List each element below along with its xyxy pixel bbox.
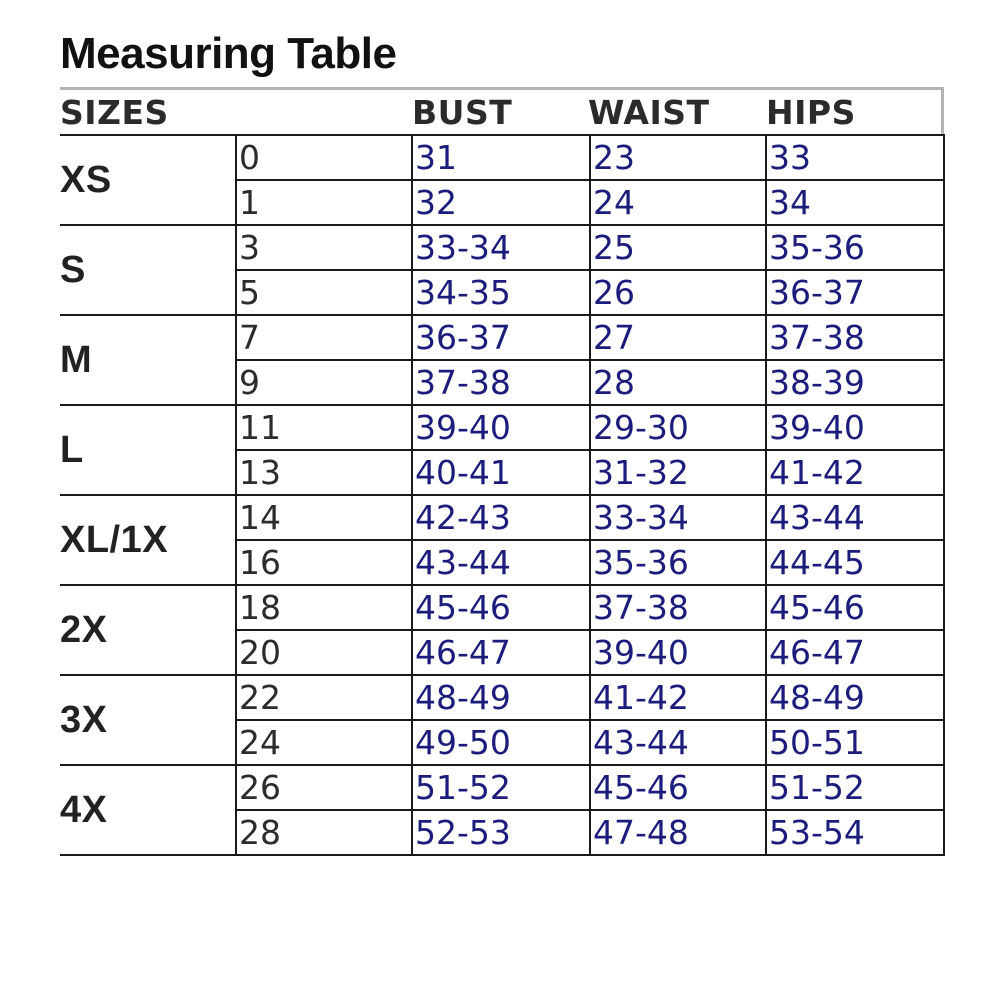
table-row bbox=[60, 585, 944, 630]
waist-cell: 24 bbox=[590, 180, 766, 225]
waist-cell: 25 bbox=[590, 225, 766, 270]
header-waist: WAIST bbox=[588, 93, 710, 132]
hips-cell: 36-37 bbox=[766, 270, 944, 315]
measuring-table bbox=[60, 87, 944, 856]
bust-cell: 40-41 bbox=[412, 450, 590, 495]
table-row bbox=[60, 135, 944, 180]
waist-cell: 27 bbox=[590, 315, 766, 360]
waist-cell: 35-36 bbox=[590, 540, 766, 585]
waist-cell: 26 bbox=[590, 270, 766, 315]
hips-cell: 39-40 bbox=[766, 405, 944, 450]
bust-cell: 39-40 bbox=[412, 405, 590, 450]
table-row bbox=[60, 225, 944, 270]
hips-cell: 38-39 bbox=[766, 360, 944, 405]
size-number-cell: 24 bbox=[236, 720, 412, 765]
header-sizes: SIZES bbox=[60, 93, 169, 132]
size-number-cell: 18 bbox=[236, 585, 412, 630]
size-number-cell: 20 bbox=[236, 630, 412, 675]
size-number-cell: 22 bbox=[236, 675, 412, 720]
size-number-cell: 13 bbox=[236, 450, 412, 495]
size-number-cell: 9 bbox=[236, 360, 412, 405]
size-number-cell: 1 bbox=[236, 180, 412, 225]
size-number-cell: 28 bbox=[236, 810, 412, 855]
waist-cell: 45-46 bbox=[590, 765, 766, 810]
table-header-row bbox=[60, 87, 944, 134]
table-row bbox=[60, 495, 944, 540]
size-group-label: XS bbox=[60, 135, 236, 225]
bust-cell: 33-34 bbox=[412, 225, 590, 270]
hips-cell: 53-54 bbox=[766, 810, 944, 855]
size-number-cell: 16 bbox=[236, 540, 412, 585]
table-row bbox=[60, 675, 944, 720]
hips-cell: 34 bbox=[766, 180, 944, 225]
hips-cell: 45-46 bbox=[766, 585, 944, 630]
waist-cell: 39-40 bbox=[590, 630, 766, 675]
size-number-cell: 26 bbox=[236, 765, 412, 810]
hips-cell: 41-42 bbox=[766, 450, 944, 495]
bust-cell: 51-52 bbox=[412, 765, 590, 810]
hips-cell: 37-38 bbox=[766, 315, 944, 360]
waist-cell: 47-48 bbox=[590, 810, 766, 855]
bust-cell: 46-47 bbox=[412, 630, 590, 675]
hips-cell: 33 bbox=[766, 135, 944, 180]
bust-cell: 37-38 bbox=[412, 360, 590, 405]
hips-cell: 48-49 bbox=[766, 675, 944, 720]
header-bust: BUST bbox=[412, 93, 513, 132]
size-group-label: M bbox=[60, 315, 236, 405]
size-number-cell: 3 bbox=[236, 225, 412, 270]
size-number-cell: 14 bbox=[236, 495, 412, 540]
size-group-label: XL/1X bbox=[60, 495, 236, 585]
bust-cell: 36-37 bbox=[412, 315, 590, 360]
waist-cell: 23 bbox=[590, 135, 766, 180]
hips-cell: 43-44 bbox=[766, 495, 944, 540]
size-group-label: 4X bbox=[60, 765, 236, 855]
waist-cell: 31-32 bbox=[590, 450, 766, 495]
size-number-cell: 0 bbox=[236, 135, 412, 180]
bust-cell: 48-49 bbox=[412, 675, 590, 720]
hips-cell: 35-36 bbox=[766, 225, 944, 270]
size-grid bbox=[60, 134, 945, 856]
table-row bbox=[60, 315, 944, 360]
table-row bbox=[60, 405, 944, 450]
size-number-cell: 11 bbox=[236, 405, 412, 450]
waist-cell: 43-44 bbox=[590, 720, 766, 765]
size-number-cell: 7 bbox=[236, 315, 412, 360]
size-group-label: L bbox=[60, 405, 236, 495]
waist-cell: 33-34 bbox=[590, 495, 766, 540]
hips-cell: 44-45 bbox=[766, 540, 944, 585]
header-hips: HIPS bbox=[766, 93, 856, 132]
bust-cell: 49-50 bbox=[412, 720, 590, 765]
bust-cell: 34-35 bbox=[412, 270, 590, 315]
waist-cell: 28 bbox=[590, 360, 766, 405]
size-group-label: S bbox=[60, 225, 236, 315]
hips-cell: 51-52 bbox=[766, 765, 944, 810]
bust-cell: 42-43 bbox=[412, 495, 590, 540]
waist-cell: 41-42 bbox=[590, 675, 766, 720]
waist-cell: 37-38 bbox=[590, 585, 766, 630]
size-group-label: 3X bbox=[60, 675, 236, 765]
hips-cell: 50-51 bbox=[766, 720, 944, 765]
bust-cell: 43-44 bbox=[412, 540, 590, 585]
size-group-label: 2X bbox=[60, 585, 236, 675]
size-number-cell: 5 bbox=[236, 270, 412, 315]
bust-cell: 52-53 bbox=[412, 810, 590, 855]
bust-cell: 32 bbox=[412, 180, 590, 225]
page-title: Measuring Table bbox=[60, 29, 397, 78]
waist-cell: 29-30 bbox=[590, 405, 766, 450]
bust-cell: 45-46 bbox=[412, 585, 590, 630]
hips-cell: 46-47 bbox=[766, 630, 944, 675]
table-row bbox=[60, 765, 944, 810]
bust-cell: 31 bbox=[412, 135, 590, 180]
